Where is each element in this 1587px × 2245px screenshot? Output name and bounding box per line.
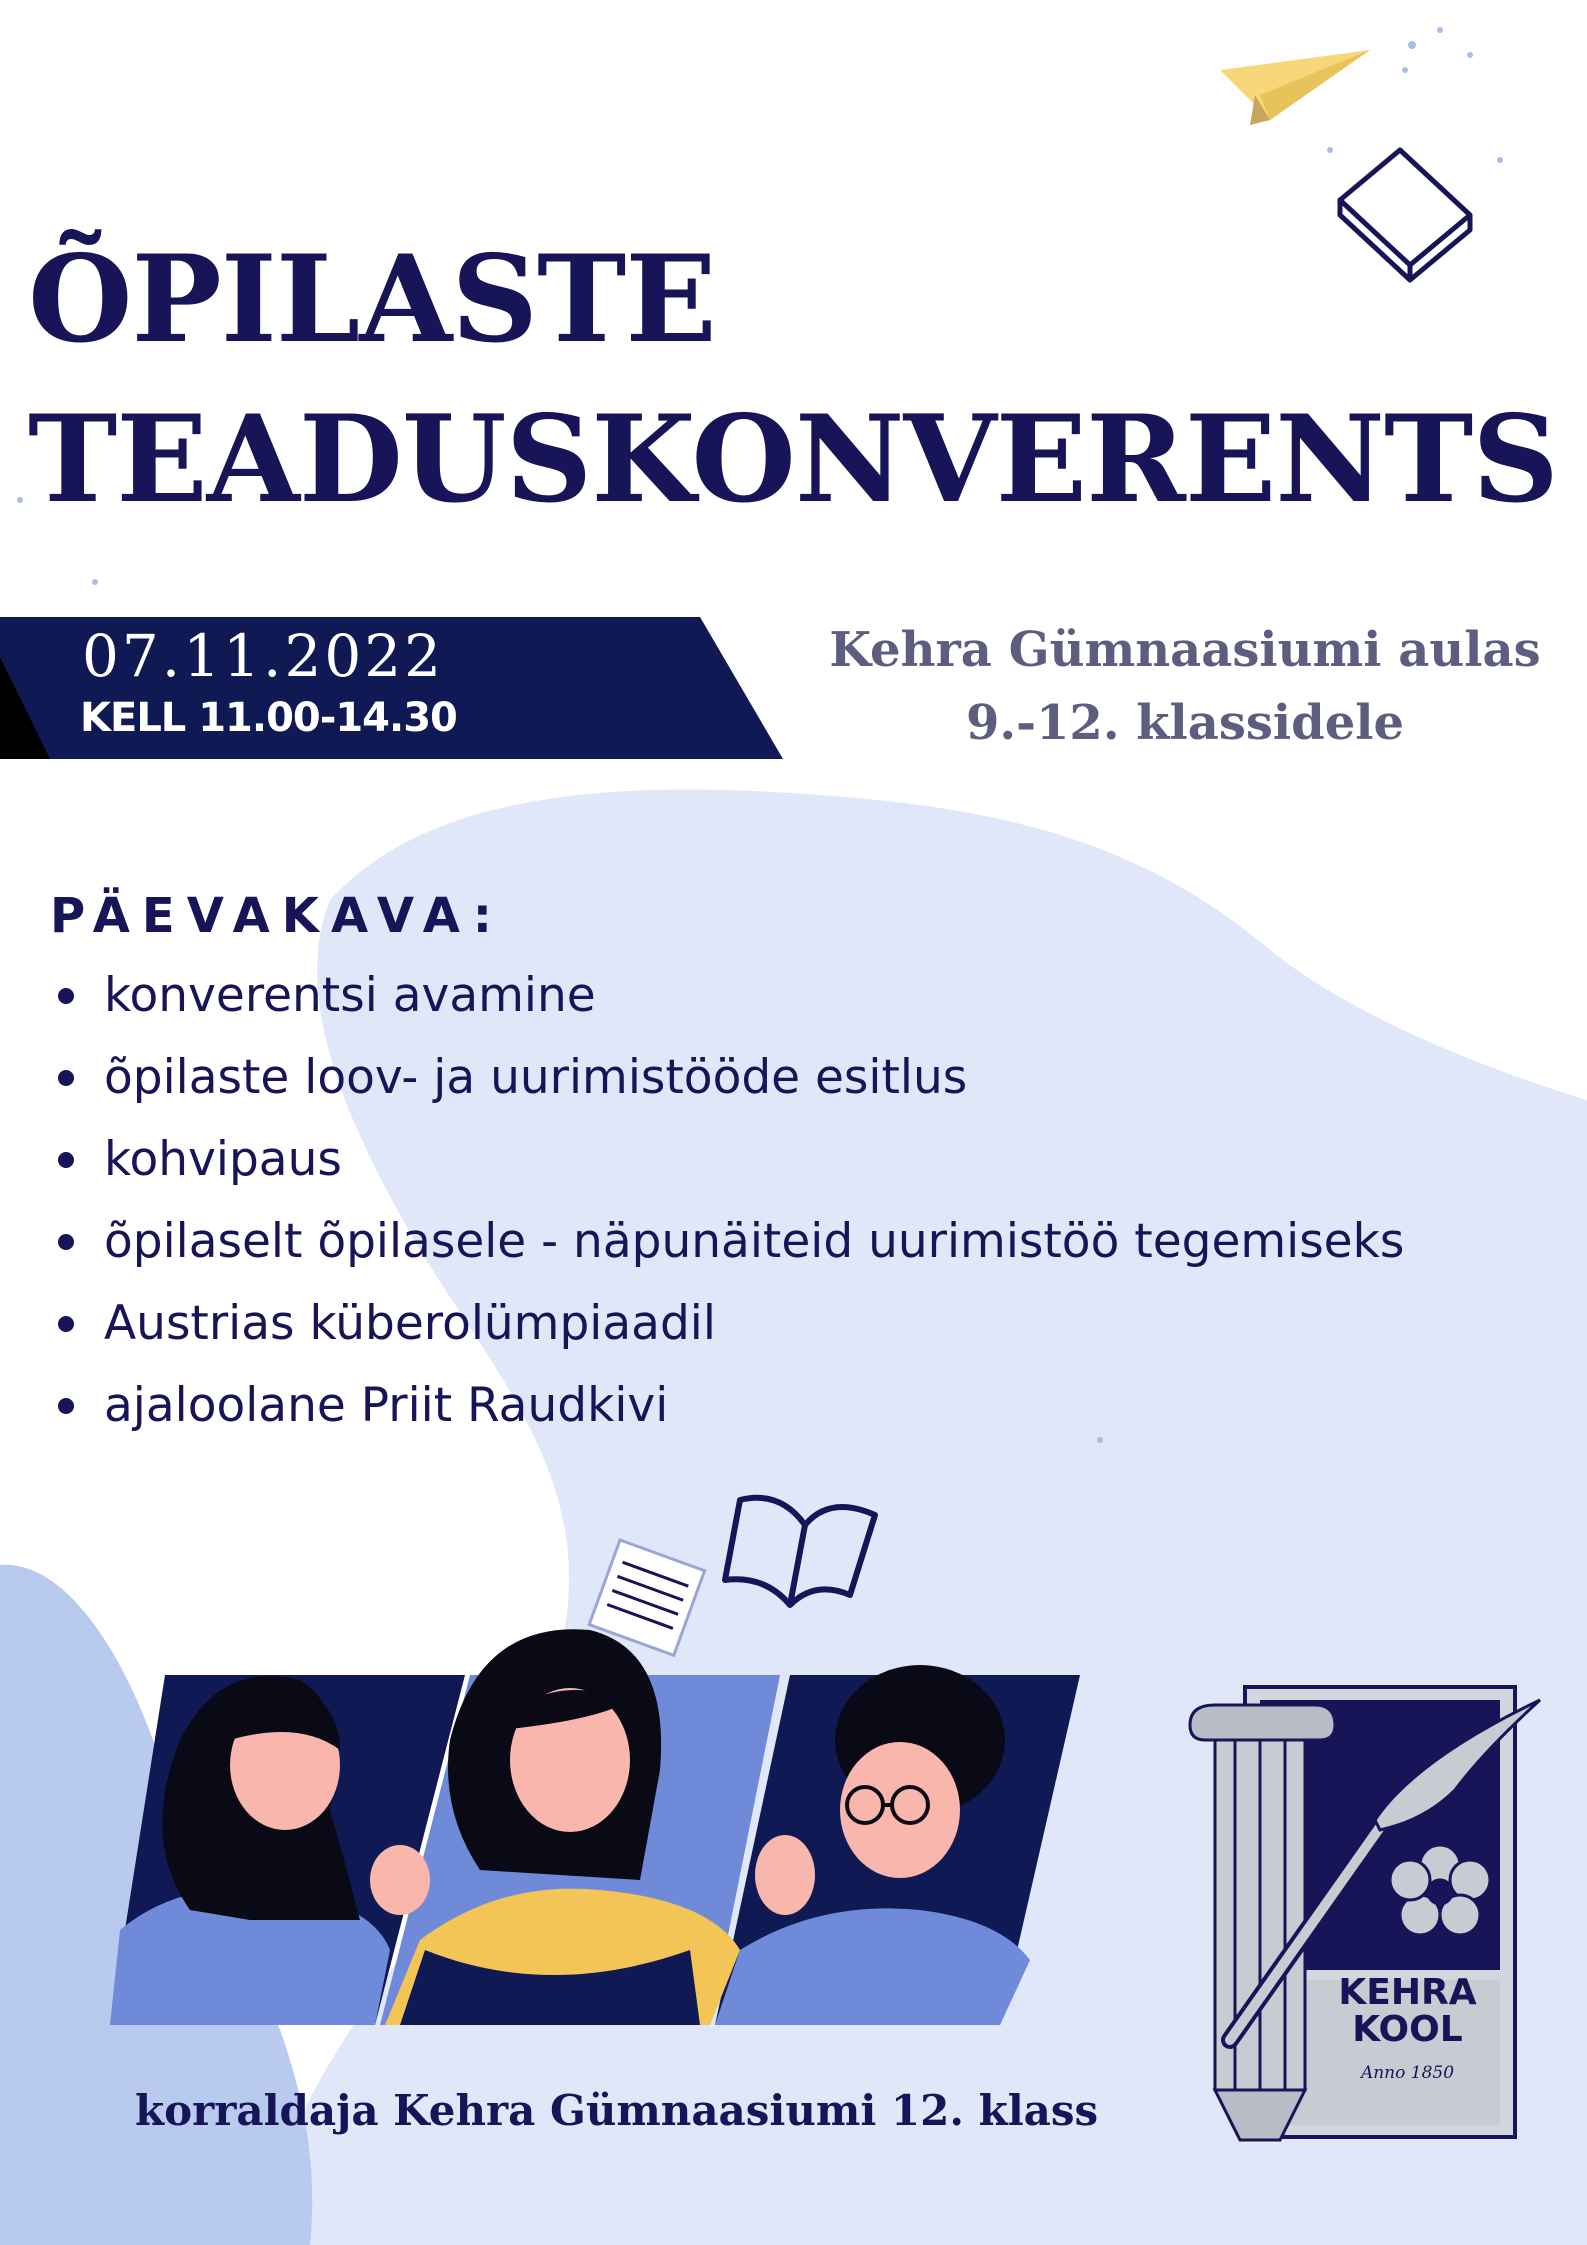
bullet-icon: [58, 1316, 74, 1332]
agenda-item-label: õpilaselt õpilasele - näpunäiteid uurimistöö tegemiseks: [104, 1214, 1405, 1269]
top-decorations: [1180, 40, 1540, 290]
event-time: KELL 11.00-14.30: [80, 695, 457, 741]
page-title-line-1: ÕPILASTE: [28, 229, 716, 370]
venue-line-1: Kehra Gümnaasiumi aulas: [829, 622, 1541, 678]
event-date: 07.11.2022: [82, 622, 445, 690]
bullet-icon: [58, 1070, 74, 1086]
agenda-item-label: õpilaste loov- ja uurimistööde esitlus: [104, 1050, 968, 1105]
page-title-line-2: TEADUSKONVERENTS: [28, 389, 1558, 530]
agenda-item-label: Austrias küberolümpiaadil: [104, 1296, 716, 1351]
bullet-icon: [58, 988, 74, 1004]
agenda-item: [50, 1288, 1404, 1370]
logo-text-line-2: KOOL: [1352, 2009, 1463, 2050]
logo-anno: Anno 1850: [1360, 2063, 1455, 2083]
agenda-list: [50, 960, 1404, 1452]
agenda-item-label: kohvipaus: [104, 1132, 342, 1187]
organizer-text: korraldaja Kehra Gümnaasiumi 12. klass: [135, 2086, 1099, 2135]
agenda-item-label: konverentsi avamine: [104, 968, 596, 1023]
agenda-item: [50, 1206, 1404, 1288]
agenda-item-label: ajaloolane Priit Raudkivi: [104, 1378, 669, 1433]
agenda-item: [50, 960, 1404, 1042]
bullet-icon: [58, 1234, 74, 1250]
bullet-icon: [58, 1152, 74, 1168]
open-book-icon: [725, 1498, 875, 1605]
agenda-heading: PÄEVAKAVA:: [50, 888, 504, 944]
book-icon: [1340, 150, 1470, 280]
paper-plane-icon: [1220, 50, 1370, 125]
agenda-item: [50, 1124, 1404, 1206]
venue-line-2: 9.-12. klassidele: [966, 695, 1404, 751]
logo-text-line-1: KEHRA: [1338, 1972, 1477, 2013]
person-right-face: [840, 1742, 960, 1878]
agenda-item: [50, 1370, 1404, 1452]
agenda-item: [50, 1042, 1404, 1124]
students-illustration: [100, 1480, 1200, 2040]
bullet-icon: [58, 1398, 74, 1414]
